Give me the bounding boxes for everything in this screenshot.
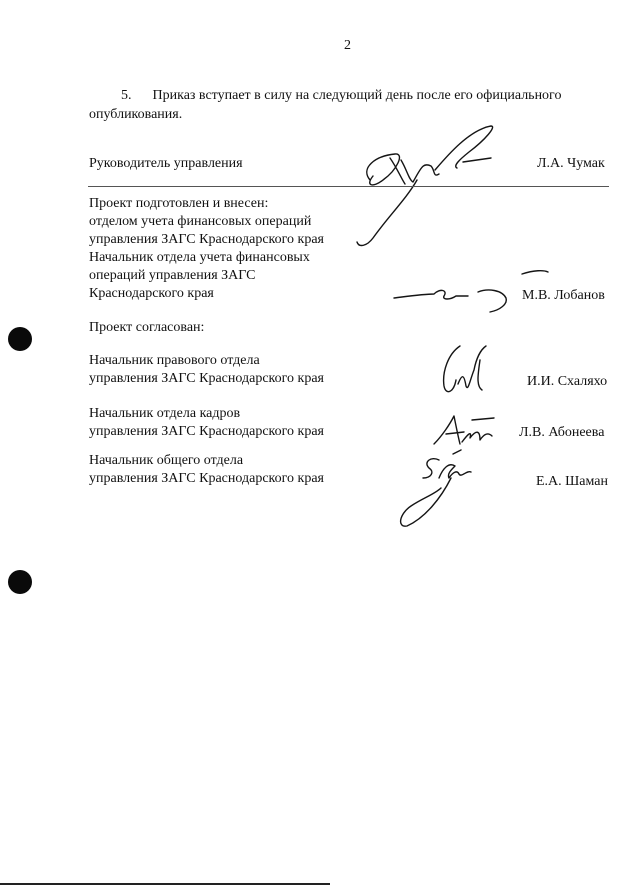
prepared-line-1: Проект подготовлен и внесен: (89, 196, 269, 211)
prepared-line-2: отделом учета финансовых операций (89, 214, 312, 229)
prepared-line-5: операций управления ЗАГС (89, 268, 256, 283)
approver-3-title-2: управления ЗАГС Краснодарского края (89, 471, 324, 486)
bottom-edge-line (0, 883, 330, 885)
approver-1-name: И.И. Схаляхо (527, 374, 608, 389)
signature-head (335, 118, 495, 258)
punch-hole-bottom (8, 570, 32, 594)
approver-3-name: Е.А. Шаман (536, 474, 608, 489)
signature-approver-3 (395, 448, 485, 538)
page-number: 2 (344, 38, 351, 53)
prepared-line-3: управления ЗАГС Краснодарского края (89, 232, 324, 247)
separator-line (88, 186, 609, 187)
approver-2-title-2: управления ЗАГС Краснодарского края (89, 424, 324, 439)
approver-2-title-1: Начальник отдела кадров (89, 406, 241, 421)
approver-3-title-1: Начальник общего отдела (89, 453, 244, 468)
prepared-line-4: Начальник отдела учета финансовых (89, 250, 310, 265)
approver-2-name: Л.В. Абонеева (519, 425, 605, 440)
agreed-heading: Проект согласован: (89, 320, 205, 335)
prepared-line-6: Краснодарского края (89, 286, 214, 301)
signature-approver-1 (436, 340, 496, 400)
approver-1-title-1: Начальник правового отдела (89, 353, 260, 368)
punch-hole-top (8, 327, 32, 351)
signature-approver-2 (432, 412, 502, 452)
approver-1-title-2: управления ЗАГС Краснодарского края (89, 371, 324, 386)
clause-paragraph: 5. Приказ вступает в силу на следующий день после его официального опубликования. (89, 88, 562, 122)
head-title: Руководитель управления (89, 156, 243, 171)
head-name: Л.А. Чумак (537, 156, 605, 171)
prepared-name: М.В. Лобанов (522, 288, 605, 303)
